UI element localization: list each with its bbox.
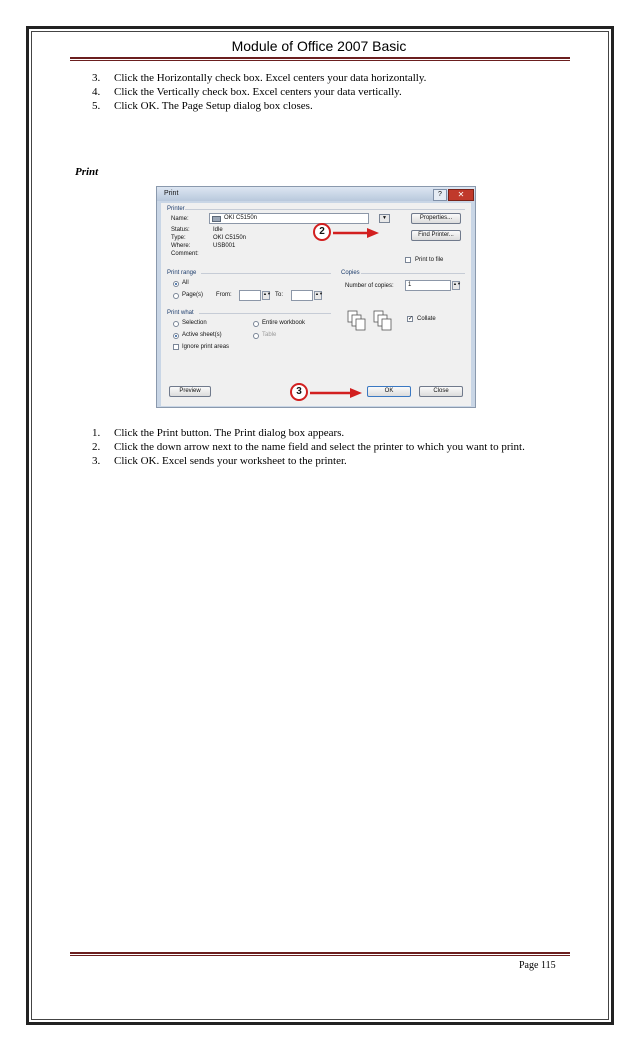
table-radio bbox=[253, 333, 259, 339]
callout-3: 3 bbox=[290, 383, 308, 401]
bottom-steps-list bbox=[92, 426, 562, 468]
all-radio[interactable] bbox=[173, 281, 179, 287]
status-value: Idle bbox=[213, 227, 223, 233]
all-label: All bbox=[182, 280, 189, 286]
to-input[interactable] bbox=[291, 290, 313, 301]
collate-checkbox[interactable]: ✓ bbox=[408, 316, 414, 322]
copies-group-label: Copies bbox=[341, 270, 360, 276]
list-item: 2. Click the down arrow next to the name field and select the printer to which you want to print. bbox=[92, 441, 525, 453]
from-spinner[interactable]: ▲▼ bbox=[262, 291, 270, 300]
print-to-file-label: Print to file bbox=[415, 257, 444, 263]
divider bbox=[185, 209, 465, 210]
printer-group-label: Printer bbox=[167, 206, 185, 212]
list-item: 3. Click the Horizontally check box. Excel centers your data horizontally. bbox=[92, 72, 427, 84]
from-label: From: bbox=[216, 292, 232, 298]
printer-dropdown-button[interactable]: ▼ bbox=[379, 214, 390, 223]
to-label: To: bbox=[275, 292, 284, 298]
ignore-print-areas-checkbox[interactable] bbox=[173, 344, 179, 350]
print-what-group-label: Print what bbox=[167, 310, 194, 316]
active-sheets-label: Active sheet(s) bbox=[182, 332, 222, 338]
type-value: OKI C5150n bbox=[213, 235, 247, 241]
list-item: 3. Click OK. Excel sends your worksheet to the printer. bbox=[92, 455, 347, 467]
copies-spinner[interactable]: ▲▼ bbox=[452, 281, 460, 290]
top-steps-list bbox=[92, 71, 562, 113]
red-arrow-icon bbox=[333, 227, 379, 239]
red-arrow-icon bbox=[310, 387, 362, 399]
table-label: Table bbox=[262, 332, 277, 338]
ok-button[interactable]: OK bbox=[367, 386, 411, 397]
entire-workbook-label: Entire workbook bbox=[262, 320, 306, 326]
from-input[interactable] bbox=[239, 290, 261, 301]
name-label: Name: bbox=[171, 216, 189, 222]
to-spinner[interactable]: ▲▼ bbox=[314, 291, 322, 300]
where-label: Where: bbox=[171, 243, 191, 249]
list-item: 5. Click OK. The Page Setup dialog box closes. bbox=[92, 100, 313, 112]
pages-label: Page(s) bbox=[182, 292, 204, 298]
collate-label: Collate bbox=[417, 316, 436, 322]
close-button[interactable]: Close bbox=[419, 386, 463, 397]
print-dialog-screenshot bbox=[156, 186, 476, 408]
copies-input[interactable]: 1 bbox=[405, 280, 451, 291]
page-border-inner bbox=[31, 31, 609, 1020]
print-range-group-label: Print range bbox=[167, 270, 197, 276]
comment-label: Comment: bbox=[171, 251, 199, 257]
footer-rule bbox=[70, 952, 570, 956]
number-of-copies-label: Number of copies: bbox=[345, 283, 394, 289]
dialog-titlebar bbox=[157, 187, 475, 201]
help-button[interactable]: ? bbox=[433, 189, 447, 201]
page-header-title: Module of Office 2007 Basic bbox=[231, 38, 407, 54]
list-item: 1. Click the Print button. The Print dialog box appears. bbox=[92, 427, 345, 439]
divider bbox=[201, 273, 331, 274]
dialog-title: Print bbox=[164, 190, 179, 197]
callout-2: 2 bbox=[313, 223, 331, 241]
printer-name-select[interactable]: OKI C5150n bbox=[209, 213, 369, 224]
ignore-print-areas-label: Ignore print areas bbox=[182, 344, 230, 350]
close-icon[interactable]: ✕ bbox=[448, 189, 474, 201]
status-label: Status: bbox=[171, 227, 190, 233]
list-item: 4. Click the Vertically check box. Excel centers your data vertically. bbox=[92, 86, 402, 98]
properties-button[interactable]: Properties... bbox=[411, 213, 461, 224]
pages-radio[interactable] bbox=[173, 293, 179, 299]
preview-button[interactable]: Preview bbox=[169, 386, 211, 397]
header-rule bbox=[70, 57, 570, 61]
section-title: Print bbox=[75, 166, 99, 178]
find-printer-button[interactable]: Find Printer... bbox=[411, 230, 461, 241]
divider bbox=[361, 273, 465, 274]
print-to-file-checkbox[interactable] bbox=[405, 257, 411, 263]
printer-icon bbox=[212, 216, 221, 222]
collate-pages-icon bbox=[347, 310, 367, 332]
where-value: USB001 bbox=[213, 243, 236, 249]
divider bbox=[199, 313, 331, 314]
collate-pages-icon bbox=[373, 310, 393, 332]
entire-workbook-radio[interactable] bbox=[253, 321, 259, 327]
selection-radio[interactable] bbox=[173, 321, 179, 327]
selection-label: Selection bbox=[182, 320, 207, 326]
active-sheets-radio[interactable] bbox=[173, 333, 179, 339]
page-number: Page 115 bbox=[519, 960, 556, 971]
type-label: Type: bbox=[171, 235, 186, 241]
